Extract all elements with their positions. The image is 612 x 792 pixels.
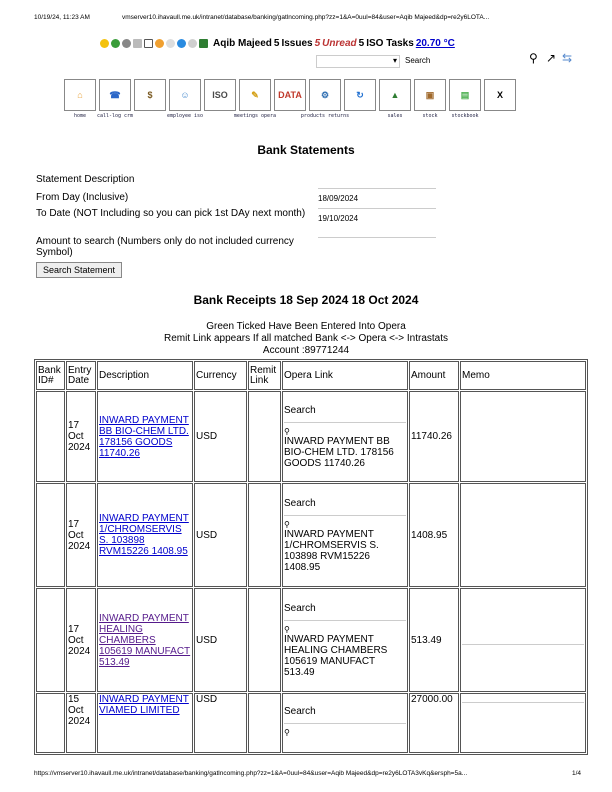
opera-link-cell (282, 391, 408, 482)
col-bank-id: Bank ID# (36, 361, 65, 390)
table-row (36, 693, 586, 753)
col-currency: Currency (194, 361, 247, 390)
memo-cell[interactable] (460, 483, 586, 587)
amount-label: Amount to search (Numbers only do not included currency Symbol) (36, 236, 294, 258)
col-memo: Memo (460, 361, 586, 390)
iso-icon[interactable]: ISO (204, 79, 236, 111)
toolbar-item-stock[interactable] (413, 79, 447, 119)
chevron-down-icon: ▾ (392, 56, 397, 65)
from-day-label: From Day (Inclusive) (36, 192, 129, 203)
toolbar-item-close-x[interactable] (483, 79, 517, 119)
gears-icon[interactable]: ⚙ (309, 79, 341, 111)
weather-icon[interactable] (177, 39, 186, 48)
temperature-link[interactable]: 20.70 °C (415, 38, 455, 49)
print-url: vmserver10.ihavaull.me.uk/intranet/database/banking/gatlncoming.php?zz=1&A=0uul=84&user=Aqib Majeed&dp=re2y6LOTA... (122, 14, 490, 21)
toolbar-label[interactable]: meetings opera (233, 113, 277, 119)
search-label: Search (405, 56, 431, 65)
amount-cell: 1408.95 (409, 483, 459, 587)
toolbar-item-home[interactable] (63, 79, 97, 119)
bank-id-cell (36, 693, 65, 753)
from-day-input[interactable]: 18/09/2024 (318, 188, 436, 203)
opera-link-cell (282, 483, 408, 587)
toolbar-item-call-log[interactable] (98, 79, 132, 119)
toolbar-item-iso[interactable] (203, 79, 237, 119)
entry-date-cell: 17 Oct 2024 (66, 391, 96, 482)
toolbar-label[interactable]: stock (422, 113, 438, 119)
toolbar-label[interactable]: home (73, 113, 87, 119)
unread-count: 5 (314, 38, 321, 49)
speaker-icon[interactable] (188, 39, 197, 48)
toolbar-item-meetings[interactable] (233, 79, 277, 119)
opera-search-link[interactable]: Search (284, 706, 406, 724)
currency-cell: USD (194, 588, 247, 692)
description-cell (97, 483, 193, 587)
doc-icon[interactable] (144, 39, 153, 48)
currency-cell: USD (194, 693, 247, 753)
col-opera-link: Opera Link (282, 361, 408, 390)
main-toolbar (63, 79, 517, 119)
unread-label[interactable]: Unread (322, 38, 357, 49)
table-row (36, 483, 586, 587)
globe-icon[interactable] (111, 39, 120, 48)
entry-date-cell: 17 Oct 2024 (66, 588, 96, 692)
entry-date-cell: 17 Oct 2024 (66, 483, 96, 587)
account-number: Account :89771244 (262, 345, 350, 356)
moneybag-icon[interactable]: $ (134, 79, 166, 111)
close-x-icon[interactable]: X (484, 79, 516, 111)
gear-icon[interactable] (122, 39, 131, 48)
house-icon[interactable]: ⌂ (64, 79, 96, 111)
amount-cell: 513.49 (409, 588, 459, 692)
opera-search-link[interactable]: Search (284, 603, 406, 621)
people-icon[interactable]: ☺ (169, 79, 201, 111)
external-link-icon[interactable]: ↗ (546, 51, 557, 65)
table-header-row (36, 361, 586, 390)
memo-input[interactable] (462, 702, 584, 703)
bank-id-cell (36, 391, 65, 482)
receipts-table (34, 359, 588, 755)
phone-icon[interactable]: ☎ (99, 79, 131, 111)
toolbar-item-sales[interactable] (378, 79, 412, 119)
print-page-number: 1/4 (572, 770, 582, 777)
currency-cell: USD (194, 391, 247, 482)
description-link[interactable]: INWARD PAYMENT 1/CHROMSERVIS S. 103898 RVM15226 1408.95 (99, 513, 189, 557)
toolbar-label[interactable]: call-log crm (96, 113, 134, 119)
entry-date-cell: 15 Oct 2024 (66, 693, 96, 753)
description-link[interactable]: INWARD PAYMENT VIAMED LIMITED (99, 694, 189, 716)
col-amount: Amount (409, 361, 459, 390)
pencil-icon[interactable]: ✎ (239, 79, 271, 111)
book-icon[interactable]: ▤ (449, 79, 481, 111)
page-title: Bank Statements (257, 143, 355, 157)
plane-icon[interactable] (166, 39, 175, 48)
opera-link-cell (282, 693, 408, 753)
to-date-input[interactable]: 19/10/2024 (318, 208, 436, 223)
opera-link-text: INWARD PAYMENT BB BIO-CHEM LTD. 178156 GOODS 11740.26 (284, 435, 394, 469)
toolbar-label[interactable]: products returns (300, 113, 350, 119)
amount-cell: 11740.26 (409, 391, 459, 482)
iso-tasks-label[interactable]: ISO Tasks (366, 38, 414, 49)
amount-cell: 27000.00 (409, 693, 459, 753)
magnifier-icon[interactable]: ⚲ (284, 426, 290, 436)
magnifier-icon[interactable]: ⚲ (284, 624, 290, 634)
toolbar-item-moneybag[interactable] (133, 79, 167, 119)
amount-input[interactable] (318, 237, 436, 240)
toolbar-item-products[interactable] (300, 79, 350, 119)
memo-cell[interactable] (460, 693, 586, 753)
receipts-note-remit: Remit Link appears If all matched Bank <-> Opera <-> Intrastats (163, 333, 449, 344)
statement-description-label: Statement Description (36, 174, 135, 185)
magnifier-icon[interactable]: ⚲ (284, 728, 290, 737)
iso-count: 5 (358, 38, 365, 49)
remit-link-cell (248, 693, 281, 753)
opera-data-icon[interactable]: DATA (274, 79, 306, 111)
currency-cell: USD (194, 483, 247, 587)
remit-link-cell (248, 483, 281, 587)
memo-input[interactable] (462, 644, 584, 645)
toolbar-label[interactable]: sales (387, 113, 403, 119)
memo-cell[interactable] (460, 588, 586, 692)
receipts-note-green: Green Ticked Have Been Entered Into Opera (206, 321, 406, 332)
table-row (36, 588, 586, 692)
description-cell (97, 588, 193, 692)
opera-link-text: INWARD PAYMENT 1/CHROMSERVIS S. 103898 RVM15226 1408.95 (284, 528, 379, 573)
col-entry-date: Entry Date (66, 361, 96, 390)
lock-icon[interactable] (199, 39, 208, 48)
description-cell (97, 693, 193, 753)
bank-id-cell (36, 483, 65, 587)
refresh-icon[interactable]: ↻ (344, 79, 376, 111)
back-arrows-icon[interactable]: ⇆ (562, 51, 573, 65)
opera-search-link[interactable]: Search (284, 405, 406, 423)
col-remit-link: Remit Link (248, 361, 281, 390)
col-description: Description (97, 361, 193, 390)
status-bar (100, 38, 455, 49)
search-statement-button[interactable]: Search Statement (36, 262, 122, 278)
toolbar-item-refresh[interactable] (343, 79, 377, 119)
toolbar-label[interactable]: stockbook (451, 113, 479, 119)
description-cell (97, 391, 193, 482)
opera-link-cell (282, 588, 408, 692)
table-row (36, 391, 586, 482)
search-select[interactable] (316, 55, 400, 68)
toolbar-label[interactable]: employee iso (166, 113, 204, 119)
smiley-icon[interactable] (155, 39, 164, 48)
remit-link-cell (248, 588, 281, 692)
issues-count: 5 (273, 38, 280, 49)
to-date-label: To Date (NOT Including so you can pick 1st DAy next month) (36, 208, 306, 219)
print-footer-url: https://vmserver10.ihavaull.me.uk/intranet/database/banking/gatlncoming.php?zz=1&A=0uul=84&user=Aqib Majeed&dp=re2y6LOTA3vKq&ersph=5a... (34, 770, 544, 777)
grid-icon[interactable] (133, 39, 142, 48)
remit-link-cell (248, 391, 281, 482)
opera-link-text: INWARD PAYMENT HEALING CHAMBERS 105619 MANUFACT 513.49 (284, 633, 388, 678)
magnifier-icon[interactable]: ⚲ (284, 519, 290, 529)
issues-label[interactable]: Issues (281, 38, 313, 49)
chart-icon[interactable]: ▲ (379, 79, 411, 111)
memo-cell[interactable] (460, 391, 586, 482)
box-icon[interactable]: ▣ (414, 79, 446, 111)
user-name: Aqib Majeed (213, 38, 272, 49)
opera-search-link[interactable]: Search (284, 498, 406, 516)
description-link[interactable]: INWARD PAYMENT HEALING CHAMBERS 105619 MANUFACT 513.49 (99, 612, 191, 668)
bank-id-cell (36, 588, 65, 692)
star-icon[interactable] (100, 39, 109, 48)
magnifier-icon[interactable]: ⚲ (529, 51, 538, 65)
receipts-title: Bank Receipts 18 Sep 2024 18 Oct 2024 (193, 293, 419, 307)
toolbar-item-stockbook[interactable] (448, 79, 482, 119)
toolbar-item-employee[interactable] (168, 79, 202, 119)
description-link[interactable]: INWARD PAYMENT BB BIO-CHEM LTD. 178156 GOODS 11740.26 (99, 414, 189, 459)
print-datetime: 10/19/24, 11:23 AM (34, 14, 90, 21)
